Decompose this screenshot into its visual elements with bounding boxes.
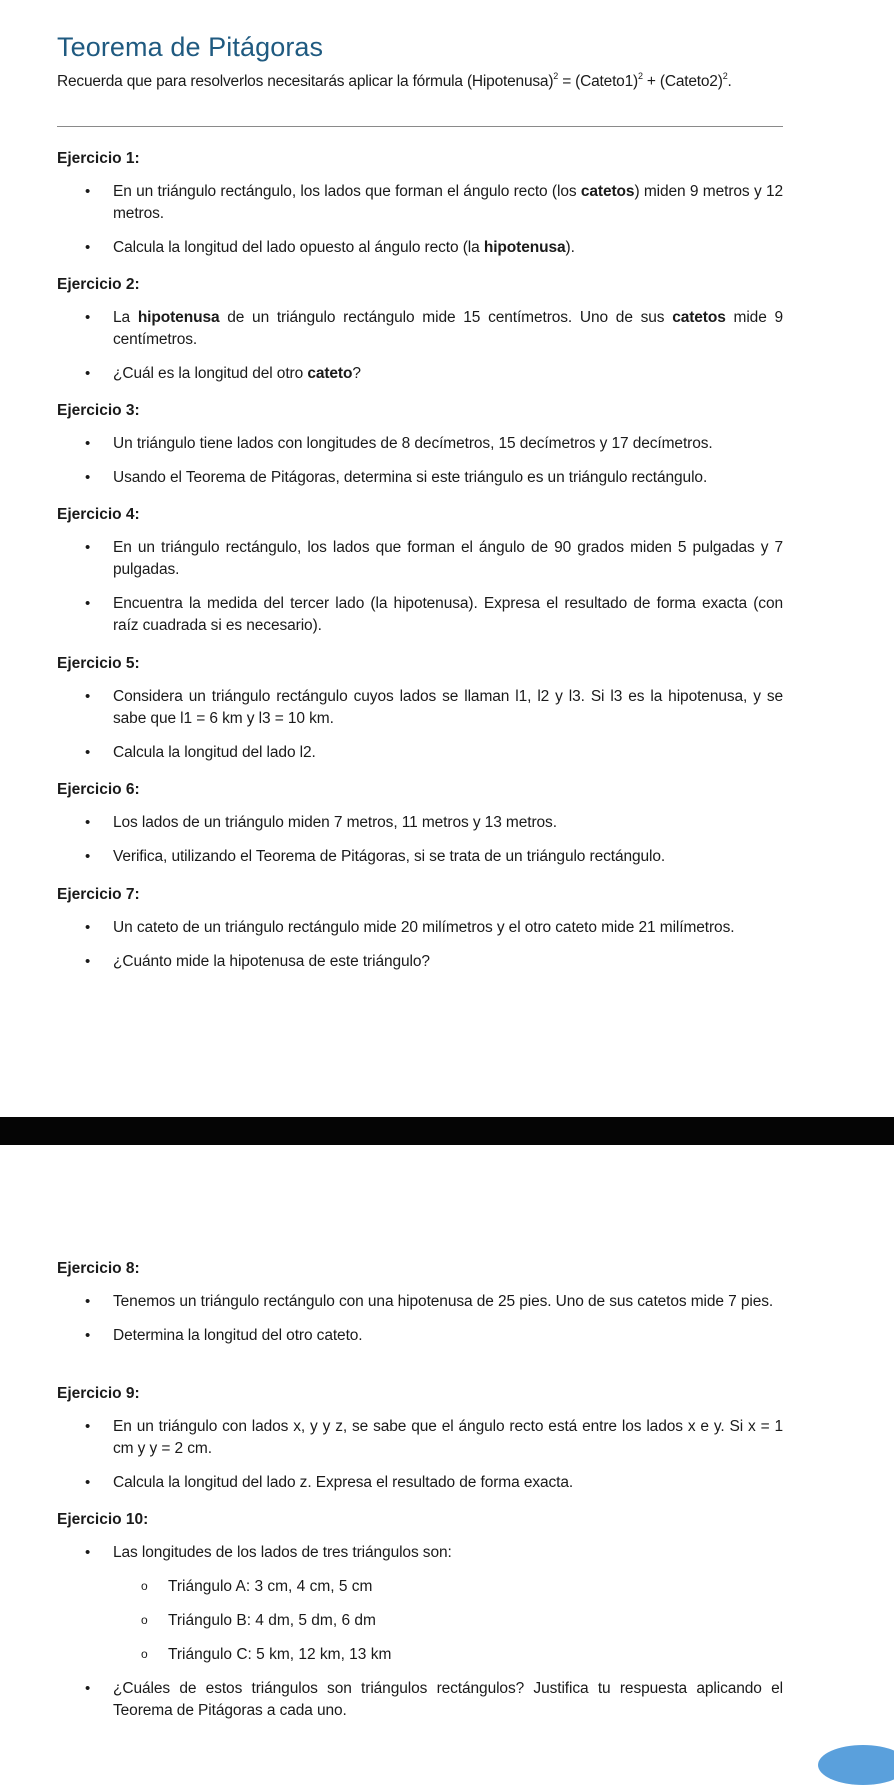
list-item: • En un triángulo rectángulo, los lados que forman el ángulo recto (los catetos) miden 9 metros y 12 metros. bbox=[57, 181, 783, 225]
list-item: • Encuentra la medida del tercer lado (la hipotenusa). Expresa el resultado de forma exacta (con raíz cuadrada si es necesario). bbox=[57, 593, 783, 637]
list-item: • Calcula la longitud del lado z. Expresa el resultado de forma exacta. bbox=[57, 1472, 783, 1494]
page-title: Teorema de Pitágoras bbox=[57, 32, 324, 62]
list-item: • Las longitudes de los lados de tres triángulos son: bbox=[57, 1542, 783, 1564]
sub-list-item: o Triángulo C: 5 km, 12 km, 13 km bbox=[57, 1644, 783, 1666]
page-2 bbox=[0, 1145, 894, 1754]
exercise-6 bbox=[57, 781, 783, 868]
exercise-7 bbox=[57, 886, 783, 973]
list-item: • Un triángulo tiene lados con longitudes de 8 decímetros, 15 decímetros y 17 decímetros. bbox=[57, 433, 783, 455]
exercise-title: Ejercicio 3: bbox=[57, 402, 140, 419]
sub-list-item: o Triángulo A: 3 cm, 4 cm, 5 cm bbox=[57, 1576, 783, 1598]
exercise-title: Ejercicio 7: bbox=[57, 886, 140, 903]
exercise-9 bbox=[57, 1385, 783, 1494]
list-item: • En un triángulo rectángulo, los lados que forman el ángulo de 90 grados miden 5 pulgadas y 7 pulgadas. bbox=[57, 537, 783, 581]
list-item: • Tenemos un triángulo rectángulo con una hipotenusa de 25 pies. Uno de sus catetos mide 7 pies. bbox=[57, 1291, 783, 1313]
exercise-title: Ejercicio 2: bbox=[57, 276, 140, 293]
exercise-title: Ejercicio 5: bbox=[57, 655, 140, 672]
list-item: • Usando el Teorema de Pitágoras, determina si este triángulo es un triángulo rectángulo. bbox=[57, 467, 783, 489]
list-item: • La hipotenusa de un triángulo rectángulo mide 15 centímetros. Uno de sus catetos mide 9 centímetros. bbox=[57, 307, 783, 351]
exercise-4 bbox=[57, 506, 783, 637]
intro-formula: Recuerda que para resolverlos necesitarás aplicar la fórmula (Hipotenusa)$^2$ = (Cateto1)$^2$ + (Cateto2)$^2$. bbox=[57, 71, 732, 90]
list-item: • Un cateto de un triángulo rectángulo mide 20 milímetros y el otro cateto mide 21 milímetros. bbox=[57, 917, 783, 939]
list-item: • Los lados de un triángulo miden 7 metros, 11 metros y 13 metros. bbox=[57, 812, 783, 834]
list-item: • ¿Cuánto mide la hipotenusa de este triángulo? bbox=[57, 951, 783, 973]
exercise-3 bbox=[57, 402, 783, 489]
list-item: • Verifica, utilizando el Teorema de Pitágoras, si se trata de un triángulo rectángulo. bbox=[57, 846, 783, 868]
list-item: • Calcula la longitud del lado opuesto al ángulo recto (la hipotenusa). bbox=[57, 237, 783, 259]
list-item: • Calcula la longitud del lado l2. bbox=[57, 742, 783, 764]
exercise-1 bbox=[57, 150, 783, 259]
exercise-title: Ejercicio 4: bbox=[57, 506, 140, 523]
exercise-title: Ejercicio 8: bbox=[57, 1260, 140, 1277]
page-separator bbox=[0, 1117, 894, 1145]
exercise-title: Ejercicio 1: bbox=[57, 150, 140, 167]
sub-list-item: o Triángulo B: 4 dm, 5 dm, 6 dm bbox=[57, 1610, 783, 1632]
exercise-title: Ejercicio 10: bbox=[57, 1511, 149, 1528]
floating-action-blob[interactable] bbox=[818, 1745, 894, 1785]
exercise-8 bbox=[57, 1260, 783, 1347]
exercise-title: Ejercicio 9: bbox=[57, 1385, 140, 1402]
list-item: • ¿Cuáles de estos triángulos son triángulos rectángulos? Justifica tu respuesta aplicando el Teorema de Pitágoras a cada uno. bbox=[57, 1678, 783, 1722]
list-item: • Determina la longitud del otro cateto. bbox=[57, 1325, 783, 1347]
list-item: • En un triángulo con lados x, y y z, se sabe que el ángulo recto está entre los lados x e y. Si x = 1 cm y y = 2 cm. bbox=[57, 1416, 783, 1460]
title-divider bbox=[57, 126, 783, 127]
list-item: • ¿Cuál es la longitud del otro cateto? bbox=[57, 363, 783, 385]
exercise-5 bbox=[57, 655, 783, 764]
exercise-10 bbox=[57, 1511, 783, 1722]
exercise-2 bbox=[57, 276, 783, 385]
exercise-title: Ejercicio 6: bbox=[57, 781, 140, 798]
list-item: • Considera un triángulo rectángulo cuyos lados se llaman l1, l2 y l3. Si l3 es la hipotenusa, y se sabe que l1 = 6 km y l3 = 10 km. bbox=[57, 686, 783, 730]
